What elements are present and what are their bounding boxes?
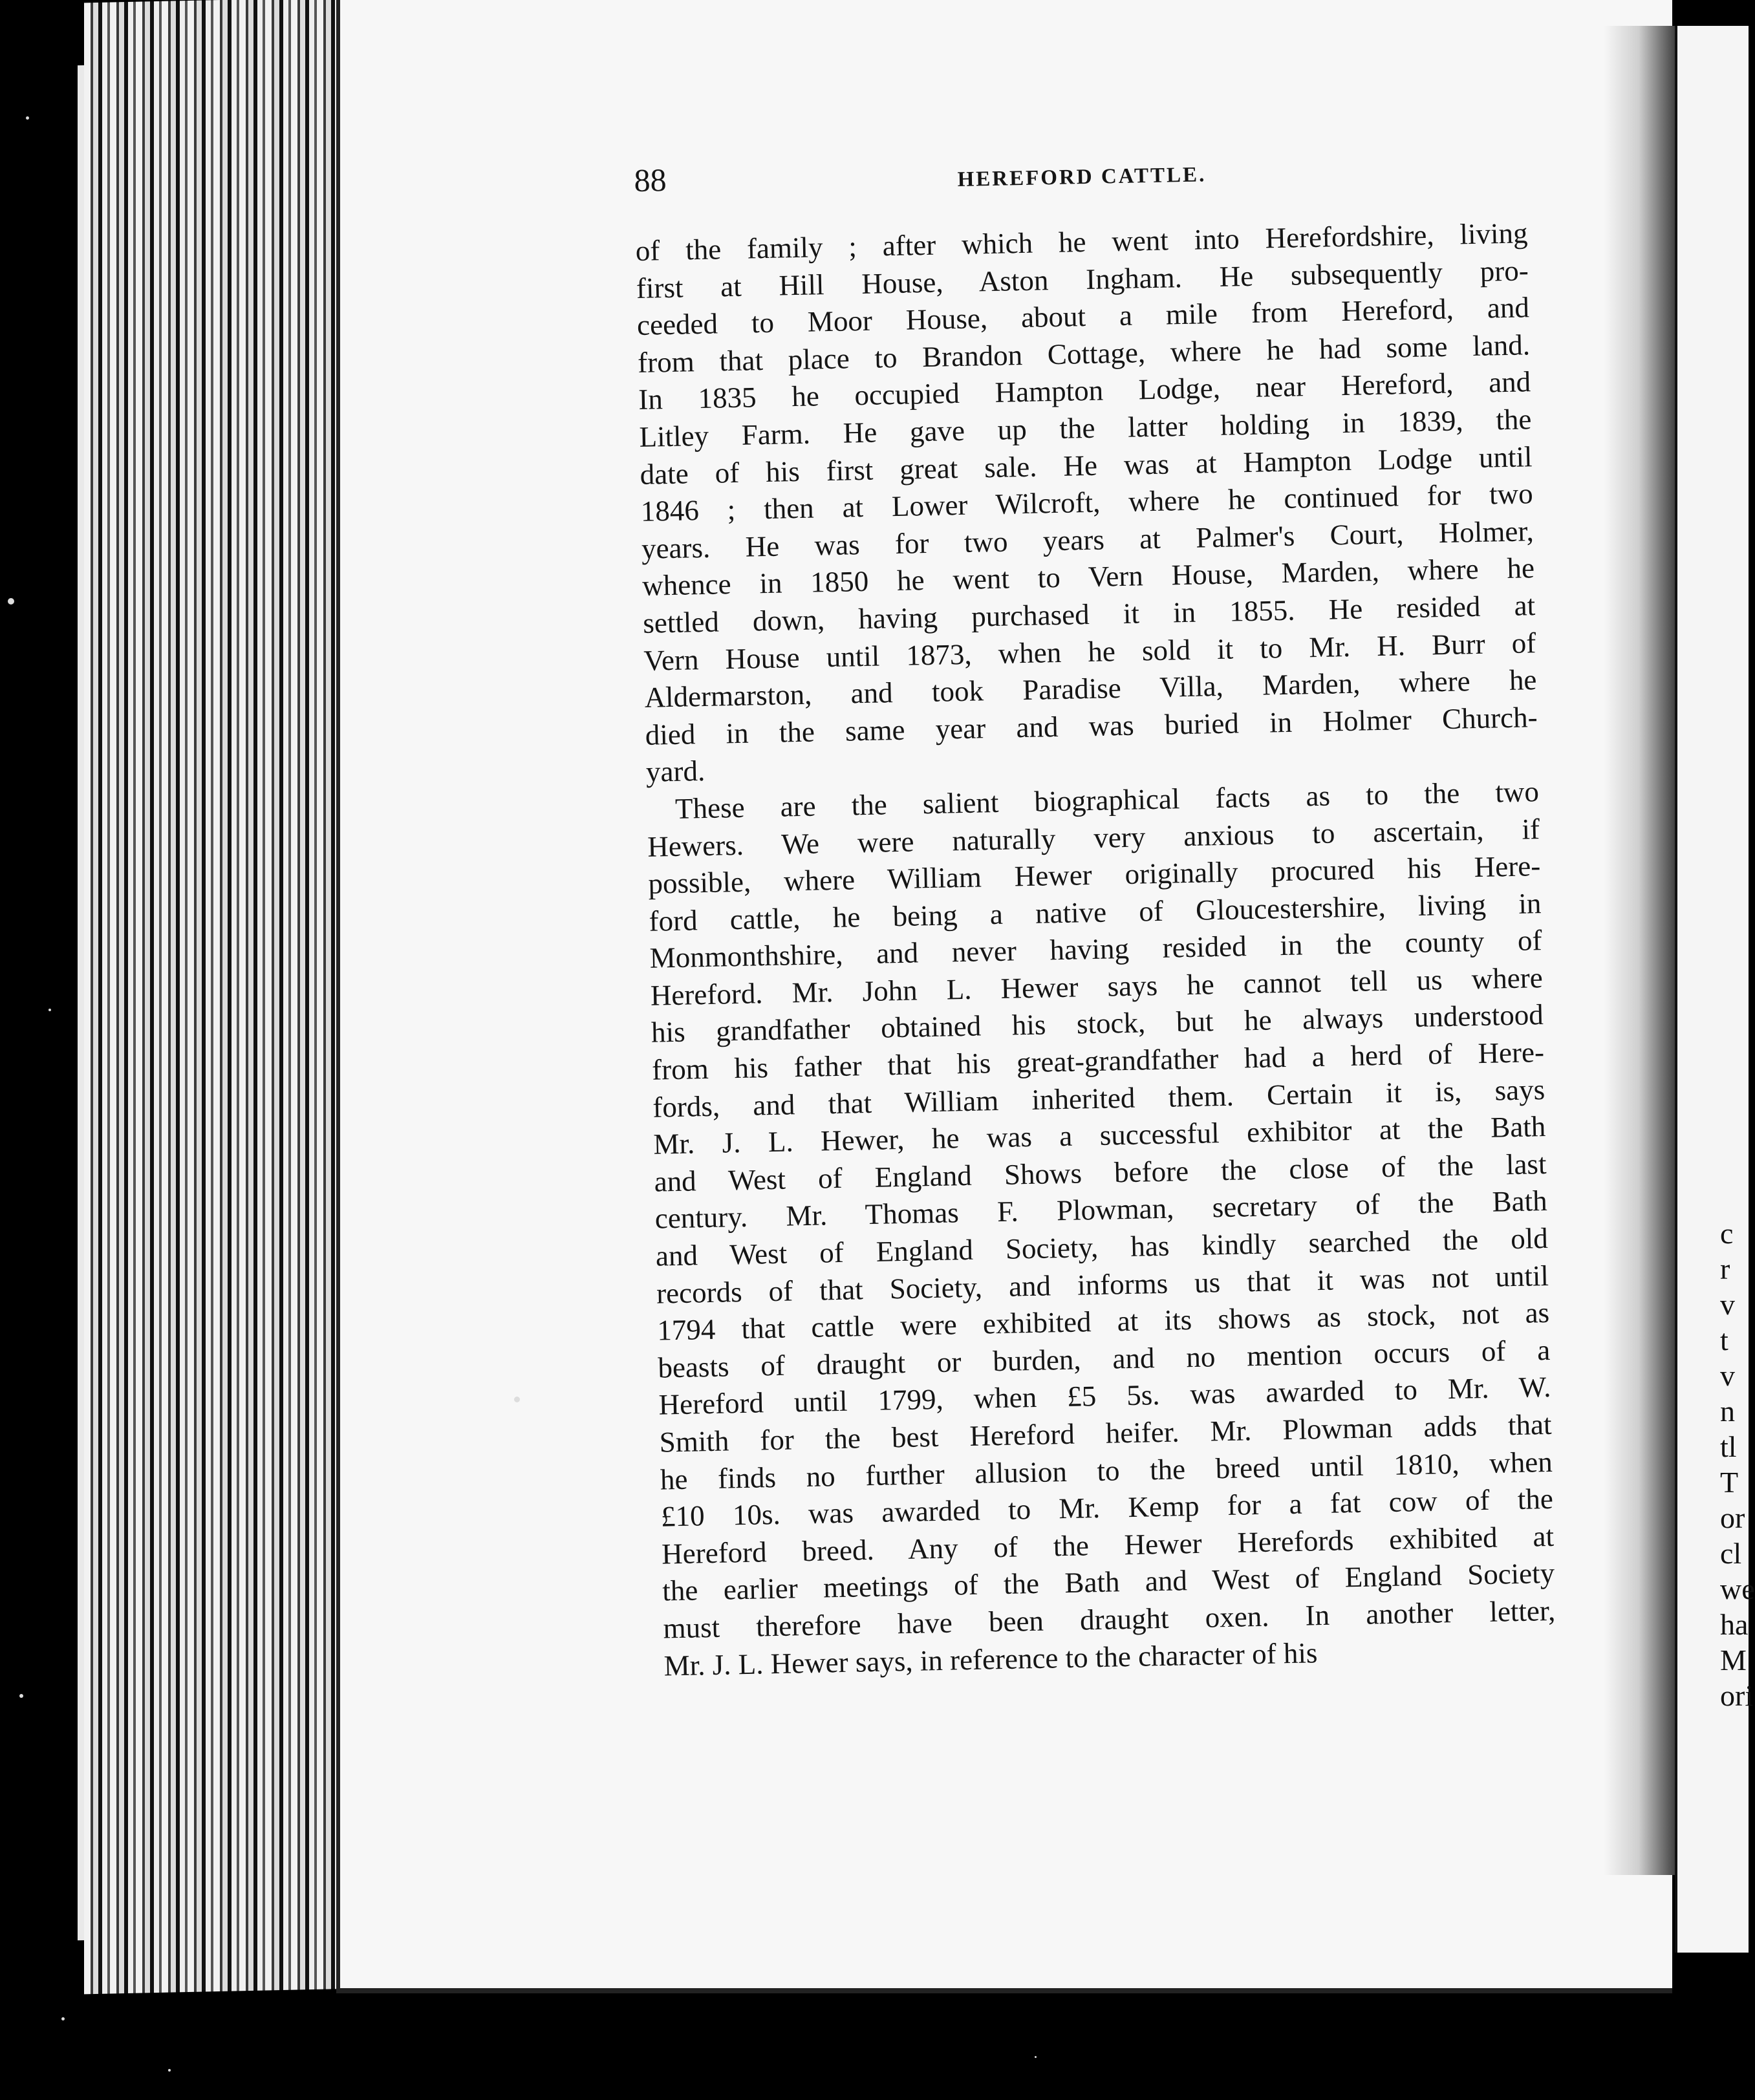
text-line: from that place to Brandon Cottage, where he had some land. [637, 328, 1531, 379]
facing-page-fragment: or [1720, 1501, 1745, 1534]
facing-page-fragment: v [1720, 1359, 1735, 1392]
facing-page-fragment: ori [1720, 1679, 1754, 1712]
dust-speck [1035, 2056, 1037, 2058]
text-line: first at Hill House, Aston Ingham. He subsequently pro- [636, 253, 1529, 305]
text-line: Smith for the best Hereford heifer. Mr. Plowman adds that [659, 1408, 1552, 1459]
text-line: In 1835 he occupied Hampton Lodge, near Hereford, and [638, 365, 1531, 416]
text-line: records of that Society, and informs us that it was not until [656, 1259, 1549, 1310]
running-title: HEREFORD CATTLE. [957, 163, 1207, 191]
dust-speck [168, 2069, 171, 2072]
text-line: yard. [645, 755, 705, 789]
facing-page-fragment: M [1720, 1644, 1747, 1677]
text-line: his grandfather obtained his stock, but he always understood [651, 998, 1544, 1049]
facing-page-fragment: r [1720, 1252, 1730, 1285]
dust-speck [8, 598, 14, 605]
dust-speck [61, 2017, 65, 2020]
text-line: 1794 that cattle were exhibited at its shows as stock, not as [656, 1296, 1550, 1347]
text-line: beasts of draught or burden, and no mention occurs of a [657, 1333, 1551, 1384]
text-line: £10 10s. was awarded to Mr. Kemp for a fat cow of the [660, 1483, 1554, 1533]
facing-page-fragment: ha [1720, 1608, 1749, 1641]
text-line: died in the same year and was buried in Holmer Church- [645, 700, 1538, 751]
facing-page-text [1720, 1216, 1755, 1713]
text-line: from his father that his great-grandfather had a herd of Here- [651, 1036, 1545, 1086]
text-line: of the family ; after which he went into Herefordshire, living [635, 217, 1528, 267]
text-line: settled down, having purchased it in 1855. He resided at [642, 589, 1536, 639]
text-line: Hereford until 1799, when £5 5s. was awarded to Mr. W. [658, 1371, 1551, 1422]
text-line: and West of England Shows before the close of the last [654, 1147, 1547, 1198]
text-line: Hereford. Mr. John L. Hewer says he cannot tell us where [650, 961, 1544, 1012]
facing-page-fragment: cl [1720, 1537, 1742, 1570]
text-line: These are the salient biographical facts as to the two [674, 775, 1540, 825]
text-line: he finds no further allusion to the breed until 1810, when [660, 1445, 1553, 1496]
text-line: 1846 ; then at Lower Wilcroft, where he continued for two [640, 477, 1534, 528]
text-line: Monmonthshire, and never having resided in the county of [649, 924, 1542, 975]
text-line: Mr. J. L. Hewer says, in reference to the character of his [663, 1636, 1318, 1682]
text-line: the earlier meetings of the Bath and West of England Society [662, 1557, 1555, 1607]
text-line: fords, and that William inherited them. Certain it is, says [652, 1073, 1545, 1124]
facing-page-fragment: t [1720, 1323, 1728, 1356]
text-line: date of his first great sale. He was at Hampton Lodge until [640, 440, 1533, 491]
text-line: Litley Farm. He gave up the latter holding in 1839, the [639, 403, 1532, 453]
text-line: Hewers. We were naturally very anxious to ascertain, if [647, 812, 1540, 863]
page-edge-stack [84, 0, 356, 1994]
text-line: years. He was for two years at Palmer's Court, Holmer, [641, 514, 1534, 565]
dust-speck [26, 116, 29, 120]
gutter-shadow [1604, 26, 1681, 1875]
dust-speck [19, 1694, 23, 1698]
facing-page-fragment: tl [1720, 1430, 1737, 1463]
text-line: Aldermarston, and took Paradise Villa, Marden, where he [644, 663, 1537, 714]
text-line: Mr. J. L. Hewer, he was a successful exhibitor at the Bath [653, 1110, 1546, 1161]
dust-speck [514, 1397, 520, 1402]
facing-page-fragment: v [1720, 1288, 1735, 1321]
text-line: Vern House until 1873, when he sold it to Mr. H. Burr of [643, 626, 1536, 677]
text-line: possible, where William Hewer originally procured his Here- [647, 850, 1541, 900]
text-line: ford cattle, he being a native of Gloucestershire, living in [649, 886, 1542, 938]
dust-speck [48, 1009, 51, 1011]
text-line: Hereford breed. Any of the Hewer Herefords exhibited at [661, 1519, 1555, 1570]
facing-page-fragment: n [1720, 1395, 1735, 1428]
text-line: century. Mr. Thomas F. Plowman, secretary of the Bath [654, 1184, 1548, 1236]
facing-page-fragment: we [1720, 1572, 1755, 1605]
body-text [635, 215, 1556, 1684]
page-number: 88 [634, 161, 667, 198]
facing-page-fragment: c [1720, 1217, 1734, 1250]
text-line: must therefore have been draught oxen. In another letter, [663, 1594, 1556, 1645]
text-line: and West of England Society, has kindly searched the old [655, 1221, 1549, 1272]
page-text-block [634, 144, 1556, 1684]
facing-page-fragment: T [1720, 1466, 1739, 1499]
text-line: whence in 1850 he went to Vern House, Marden, where he [641, 552, 1535, 603]
text-line: ceeded to Moor House, about a mile from Hereford, and [636, 291, 1530, 342]
